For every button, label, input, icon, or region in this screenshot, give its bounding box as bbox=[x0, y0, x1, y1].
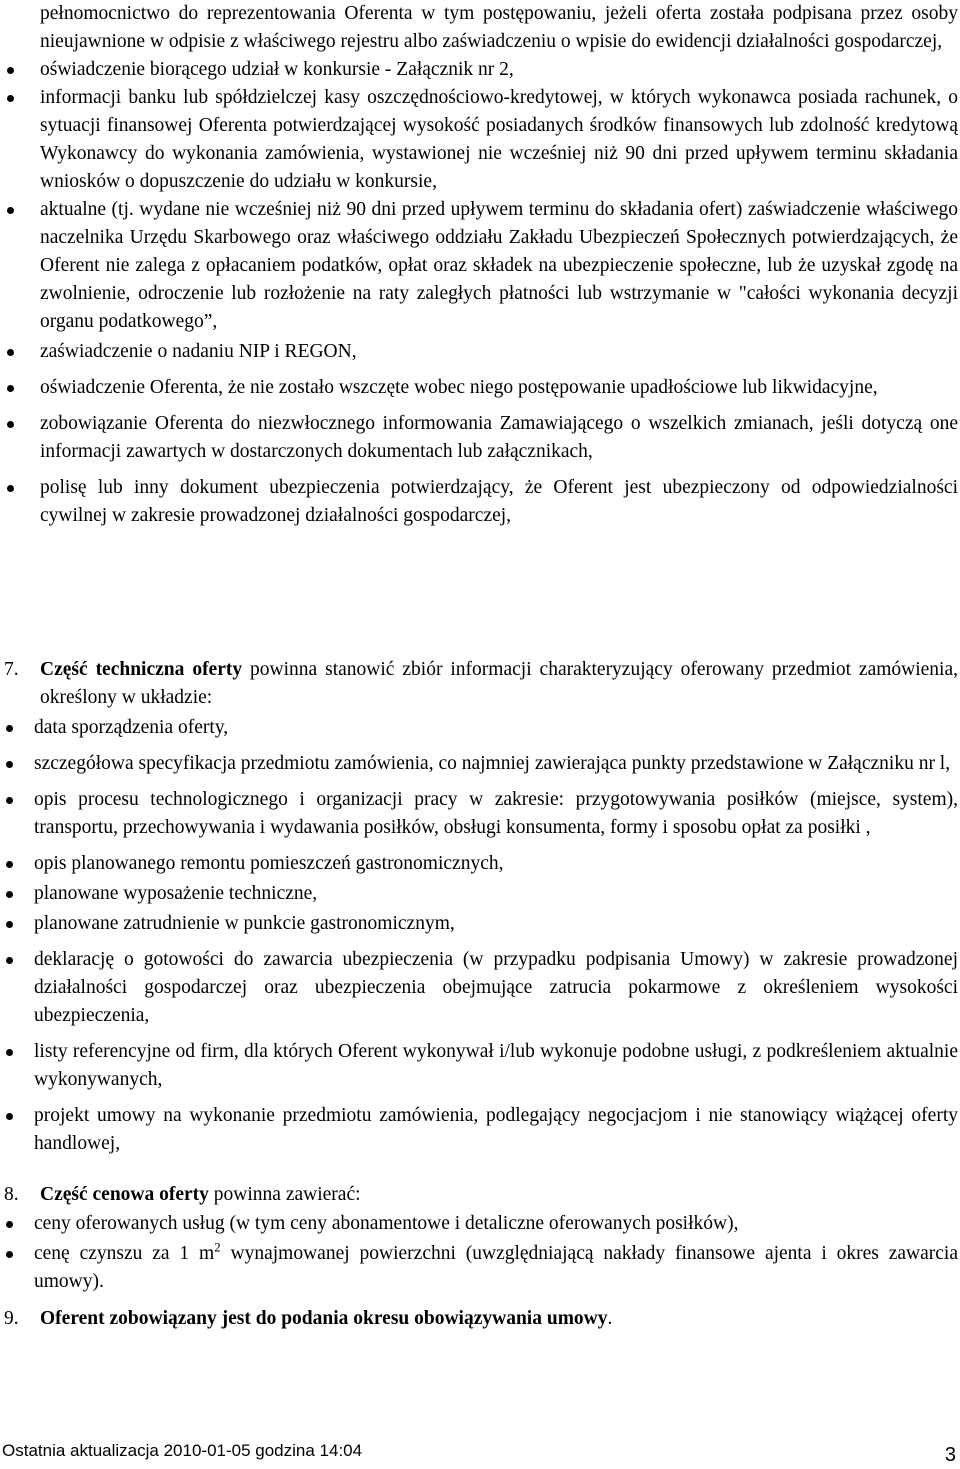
bullet-icon bbox=[7, 349, 14, 356]
bullet-icon bbox=[7, 421, 14, 428]
section-8-heading bbox=[0, 1181, 958, 1209]
list-text: planowane wyposażenie techniczne, bbox=[34, 883, 318, 904]
bullet-icon bbox=[6, 861, 13, 868]
list-text: aktualne (tj. wydane nie wcześniej niż 90 dni przed upływem terminu do składania ofert) zaświadczenie właściwego naczelnika Urzędu Skarbowego oraz właściwego oddziału Zakładu Ubezpieczeń Społecznych potwierdzających, że Oferent nie zalega z opłacaniem podatków, opłat oraz składek na ubezpieczenie społeczne, lub że uzyskał zgodę na zwolnienie, odroczenie lub rozłożenie na raty zaległych płatności lub wstrzymanie w "całości wykonania decyzji organu podatkowego”, bbox=[40, 199, 958, 332]
section-text: powinna stanowić zbiór informacji charakteryzujący oferowany przedmiot zamówienia, określony w układzie: bbox=[40, 659, 959, 708]
bullet-icon bbox=[6, 1113, 13, 1120]
section-9-heading bbox=[0, 1305, 958, 1333]
bullet-icon bbox=[7, 385, 14, 392]
footer-update-date: Ostatnia aktualizacja 2010-01-05 godzina 14:04 bbox=[2, 1441, 363, 1460]
section-text: powinna zawierać: bbox=[208, 1184, 361, 1205]
bullet-icon bbox=[6, 891, 13, 898]
bullet-icon bbox=[6, 1049, 13, 1056]
technical-offer-list bbox=[34, 714, 958, 1158]
section-title: Oferent zobowiązany jest do podania okresu obowiązywania umowy bbox=[40, 1308, 608, 1329]
list-text: zobowiązanie Oferenta do niezwłocznego informowania Zamawiającego o wszelkich zmianach, jeśli dotyczą one informacji zawartych w dostarczonych dokumentach lub załącznikach, bbox=[40, 413, 958, 462]
bullet-icon bbox=[6, 1221, 13, 1228]
section-text: . bbox=[607, 1308, 613, 1329]
list-text: szczegółowa specyfikacja przedmiotu zamówienia, co najmniej zawierająca punkty przedstawione w Załączniku nr l, bbox=[34, 753, 951, 774]
list-item bbox=[40, 84, 958, 196]
list-text: polisę lub inny dokument ubezpieczenia potwierdzający, że Oferent jest ubezpieczony od odpowiedzialności cywilnej w zakresie prowadzonej działalności gospodarczej, bbox=[40, 477, 958, 526]
bullet-icon bbox=[6, 1251, 13, 1258]
bullet-icon bbox=[6, 797, 13, 804]
section-title: Część cenowa oferty bbox=[40, 1184, 209, 1205]
list-item bbox=[34, 714, 958, 742]
list-text: projekt umowy na wykonanie przedmiotu zamówienia, podlegający negocjacjom i nie stanowiący wiążącej oferty handlowej, bbox=[34, 1105, 958, 1154]
section-number: 9. bbox=[4, 1308, 19, 1329]
list-item bbox=[34, 750, 958, 778]
list-text: listy referencyjne od firm, dla których Oferent wykonywał i/lub wykonuje podobne usługi, z podkreśleniem aktualnie wykonywanych, bbox=[34, 1041, 958, 1090]
bullet-icon bbox=[7, 95, 14, 102]
bullet-icon bbox=[6, 761, 13, 768]
bullet-icon bbox=[6, 957, 13, 964]
section-number: 7. bbox=[4, 659, 19, 680]
list-item bbox=[40, 338, 958, 366]
list-item bbox=[34, 786, 958, 842]
bullet-icon bbox=[6, 725, 13, 732]
list-item bbox=[40, 0, 958, 56]
list-text: data sporządzenia oferty, bbox=[34, 717, 229, 738]
required-documents-list bbox=[40, 0, 958, 530]
section-number: 8. bbox=[4, 1184, 19, 1205]
list-item bbox=[40, 410, 958, 466]
list-item bbox=[34, 1210, 958, 1238]
list-item bbox=[34, 880, 958, 908]
superscript: 2 bbox=[214, 1239, 221, 1255]
list-item bbox=[34, 850, 958, 878]
list-item bbox=[34, 1240, 958, 1296]
list-text: opis procesu technologicznego i organizacji pracy w zakresie: przygotowywania posiłków (miejsce, system), transportu, przechowywania i wydawania posiłków, obsługi konsumenta, formy i sposobu opłat za posiłki , bbox=[34, 789, 958, 838]
list-text: informacji banku lub spółdzielczej kasy oszczędnościowo-kredytowej, w których wykonawca posiada rachunek, o sytuacji finansowej Oferenta potwierdzającej wysokość posiadanych środków finansowych lub zdolność kredytową Wykonawcy do wykonania zamówienia, wystawionej nie wcześniej niż 90 dni przed upływem terminu składania wniosków o dopuszczenie do udziału w konkursie, bbox=[40, 87, 958, 192]
list-item bbox=[34, 946, 958, 1030]
list-text: planowane zatrudnienie w punkcie gastronomicznym, bbox=[34, 913, 455, 934]
bullet-icon bbox=[6, 921, 13, 928]
section-title: Część techniczna oferty bbox=[40, 659, 243, 680]
list-text: zaświadczenie o nadaniu NIP i REGON, bbox=[40, 341, 357, 362]
list-text: cenę czynszu za 1 m bbox=[34, 1243, 215, 1264]
list-text: wynajmowanej powierzchni (uwzględniającą nakłady finansowe ajenta i okres zawarcia umowy). bbox=[34, 1243, 958, 1292]
list-text: deklarację o gotowości do zawarcia ubezpieczenia (w przypadku podpisania Umowy) w zakresie prowadzonej działalności gospodarczej oraz ubezpieczenia obejmujące zatrucia pokarmowe z określeniem wysokości ubezpieczenia, bbox=[34, 949, 958, 1026]
list-item bbox=[40, 374, 958, 402]
page-number: 3 bbox=[944, 1444, 956, 1466]
list-text: pełnomocnictwo do reprezentowania Oferenta w tym postępowaniu, jeżeli oferta została podpisana przez osoby nieujawnione w odpisie z właściwego rejestru albo zaświadczeniu o wpisie do ewidencji działalności gospodarczej, bbox=[40, 3, 958, 52]
bullet-icon bbox=[7, 67, 14, 74]
list-text: ceny oferowanych usług (w tym ceny abonamentowe i detaliczne oferowanych posiłków), bbox=[34, 1213, 739, 1234]
list-item bbox=[40, 474, 958, 530]
price-offer-list bbox=[34, 1210, 958, 1296]
list-item bbox=[34, 1038, 958, 1094]
bullet-icon bbox=[7, 207, 14, 214]
list-item bbox=[34, 1102, 958, 1158]
section-7-heading bbox=[0, 656, 958, 712]
list-item bbox=[34, 910, 958, 938]
bullet-icon bbox=[7, 485, 14, 492]
list-item bbox=[40, 56, 958, 84]
list-text: oświadczenie Oferenta, że nie zostało wszczęte wobec niego postępowanie upadłościowe lub likwidacyjne, bbox=[40, 377, 878, 398]
list-item bbox=[40, 196, 958, 336]
list-text: opis planowanego remontu pomieszczeń gastronomicznych, bbox=[34, 853, 504, 874]
list-text: oświadczenie biorącego udział w konkursie - Załącznik nr 2, bbox=[40, 59, 514, 80]
